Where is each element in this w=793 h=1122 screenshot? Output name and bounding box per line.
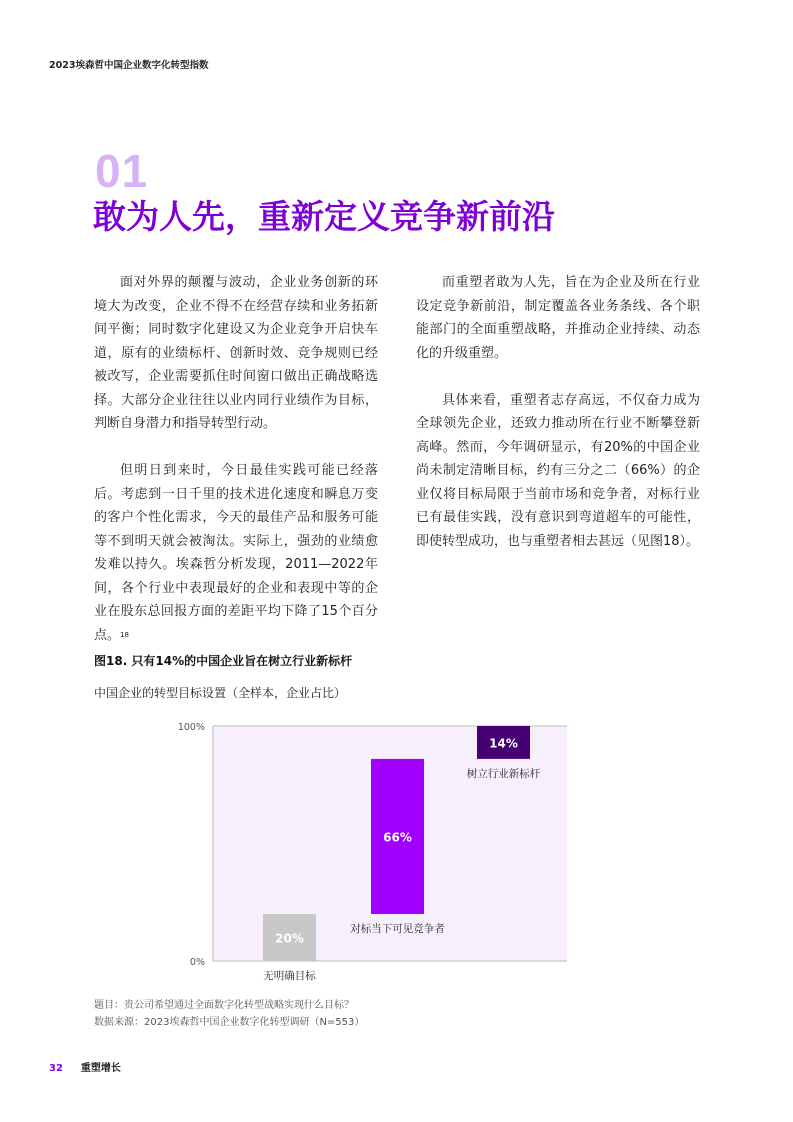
figure-title: 图18. 只有14%的中国企业旨在树立行业新标杆 — [94, 654, 353, 668]
y-tick-label-100: 100% — [177, 722, 205, 733]
footnote-ref: 18 — [120, 630, 129, 639]
figure-notes — [94, 997, 364, 1031]
footer-section-name: 重塑增长 — [80, 1063, 121, 1074]
section-title: 敢为人先，重新定义竞争新前沿 — [93, 197, 555, 236]
survey-question: 题目：贵公司希望通过全面数字化转型战略实现什么目标？ — [94, 1000, 354, 1011]
data-source: 数据来源：2023埃森哲中国企业数字化转型调研（N=553） — [94, 1017, 365, 1028]
y-tick-label-0: 0% — [189, 957, 205, 968]
left-paragraph-2-text: 但明日到来时，今日最佳实践可能已经落后。考虑到一日千里的技术进化速度和瞬息万变的客户个性化需求，今天的最佳产品和服务可能等不到明天就会被淘汰。实际上，强劲的业绩愈发难以持久。埃森哲分析发现，2011—2022年间，各个行业中表现最好的企业和表现中等的企业在股东总回报方面的差距平均下降了15个百分点。 — [94, 463, 378, 643]
page-number: 32 — [49, 1063, 63, 1074]
section-number: 01 — [95, 145, 149, 197]
report-header: 2023埃森哲中国企业数字化转型指数 — [49, 60, 209, 71]
right-paragraph-2: 具体来看，重塑者志存高远，不仅奋力成为全球领先企业，还致力推动所在行业不断攀登新高峰。然而，今年调研显示，有20%的中国企业尚未制定清晰目标，约有三分之二（66%）的企业仅将目标局限于当前市场和竞争者，对标行业已有最佳实践，没有意识到弯道超车的可能性，即使转型成功，也与重塑者相去甚远（见图18）。 — [416, 392, 700, 549]
data-label-1: 20% — [275, 931, 304, 946]
category-label-1: 无明确目标 — [263, 970, 316, 982]
left-paragraph-1: 面对外界的颠覆与波动，企业业务创新的环境大为改变，企业不得不在经营存续和业务拓新间平衡；同时数字化建设又为企业竞争开启快车道，原有的业绩标杆、创新时效、竞争规则已经被改写，企业需要抓住时间窗口做出正确战略选择。大部分企业往往以业内同行业绩作为目标，判断自身潜力和指导转型行动。 — [94, 275, 378, 431]
right-paragraph-1: 而重塑者敢为人先，旨在为企业及所在行业设定竞争新前沿，制定覆盖各业务条线、各个职能部门的全面重塑战略，并推动企业持续、动态化的升级重塑。 — [416, 275, 700, 361]
page-footer — [49, 1059, 121, 1074]
data-label-2: 66% — [383, 830, 412, 845]
figure-subtitle: 中国企业的转型目标设置（全样本，企业占比） — [94, 686, 347, 700]
data-label-3: 14% — [489, 736, 518, 751]
category-label-2: 对标当下可见竞争者 — [350, 923, 445, 935]
category-label-3: 树立行业新标杆 — [466, 767, 541, 780]
